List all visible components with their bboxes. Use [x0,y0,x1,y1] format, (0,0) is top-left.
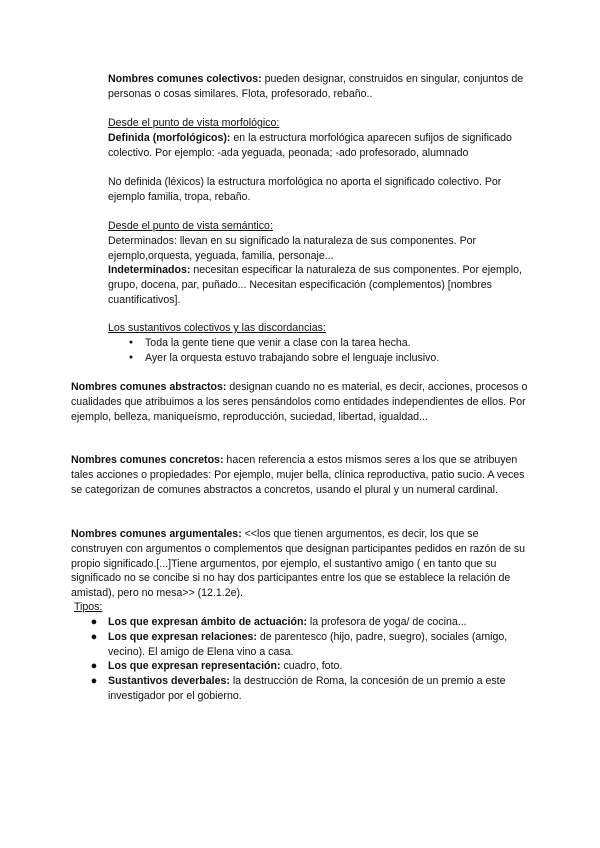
paragraph-no-definida: No definida (léxicos) la estructura morfológica no aporta el significado colectivo. Por ejemplo familia, tropa, rebaño. [108,176,502,203]
term-indeterminados: Indeterminados: [108,264,191,276]
paragraph-argumentales: Nombres comunes argumentales: <<los que tienen argumentos, es decir, los que se construyen con argumentos o complementos que designan participantes pedidos en razón de su propio significado.[...]Tiene argumentos, por ejemplo, el sustantivo amigo ( en tanto que su significado no se concibe si no hay dos participantes entre los que se establece la relación de amistad), pero no mesa>> (12.1.2e). [71,528,526,600]
list-item: ● Los que expresan representación: cuadro, foto. [90,660,343,673]
term-argumentales: Nombres comunes argumentales: [71,528,242,540]
heading-discordancias: Los sustantivos colectivos y las discordancias: [108,322,326,334]
bullet-icon: ● [128,339,134,346]
heading-tipos: Tipos: [73,601,103,613]
bullet-icon: ● [90,630,98,643]
paragraph-concretos: Nombres comunes concretos: hacen referencia a estos mismos seres a los que se atribuyen tales acciones o propiedades: Por ejemplo, mujer bella, clínica reproductiva, patio sucio. A veces se categorizan de comunes abstractos a concretos, usando el plural y un numeral cardinal. [71,454,525,496]
paragraph-abstractos: Nombres comunes abstractos: designan cuando no es material, es decir, acciones, procesos o cualidades que atribuimos a los seres pensándolos como entidades independientes de ellos. Por ejemplo, belleza, maniqueísmo, reproducción, suciedad, libertad, igualdad... [71,381,528,423]
bullet-icon: ● [128,353,134,361]
list-item: ● Sustantivos deverbales: la destrucción de Roma, la concesión de un premio a este investigador por el gobierno. [90,675,506,702]
list-item: ● Los que expresan ámbito de actuación: la profesora de yoga/ de cocina... [90,616,467,628]
paragraph-colectivos: Nombres comunes colectivos: pueden designar, construidos en singular, conjuntos de personas o cosas similares. Flota, profesorado, rebaño.. [108,73,524,100]
list-item: ● Toda la gente tiene que venir a clase con la tarea hecha. [145,336,545,351]
bullet-icon: ● [90,675,98,688]
bullet-icon: ● [90,660,98,673]
term-colectivos: Nombres comunes colectivos: [108,73,262,85]
paragraph-definida: Definida (morfológicos): en la estructura morfológica aparecen sufijos de significado colectivo. Por ejemplo: -ada yeguada, peonada; -ado profesorado, alumnado [108,132,512,159]
tipos-list [90,615,532,704]
term-concretos: Nombres comunes concretos: [71,454,224,466]
heading-morfologico: Desde el punto de vista morfológico: [108,117,280,129]
term-definida: Definida (morfológicos): [108,132,231,144]
discordancias-list [128,336,545,366]
paragraph-indeterminados: Indeterminados: necesitan especificar la naturaleza de sus componentes. Por ejemplo, grupo, docena, par, puñado... Necesitan especificación (complementos) [nombres cuantificativos]. [108,264,522,306]
list-item: ● Los que expresan relaciones: de parentesco (hijo, padre, suegro), sociales (amigo, vecino). El amigo de Elena vino a casa. [90,630,508,658]
heading-semantico: Desde el punto de vista semántico: [108,220,273,232]
term-abstractos: Nombres comunes abstractos: [71,381,227,393]
paragraph-determinados: Determinados: llevan en su significado la naturaleza de sus componentes. Por ejemplo,orquesta, yeguada, familia, personaje... [108,235,477,262]
bullet-icon: ● [90,616,98,628]
list-item: ● Ayer la orquesta estuvo trabajando sobre el lenguaje inclusivo. [145,351,545,366]
